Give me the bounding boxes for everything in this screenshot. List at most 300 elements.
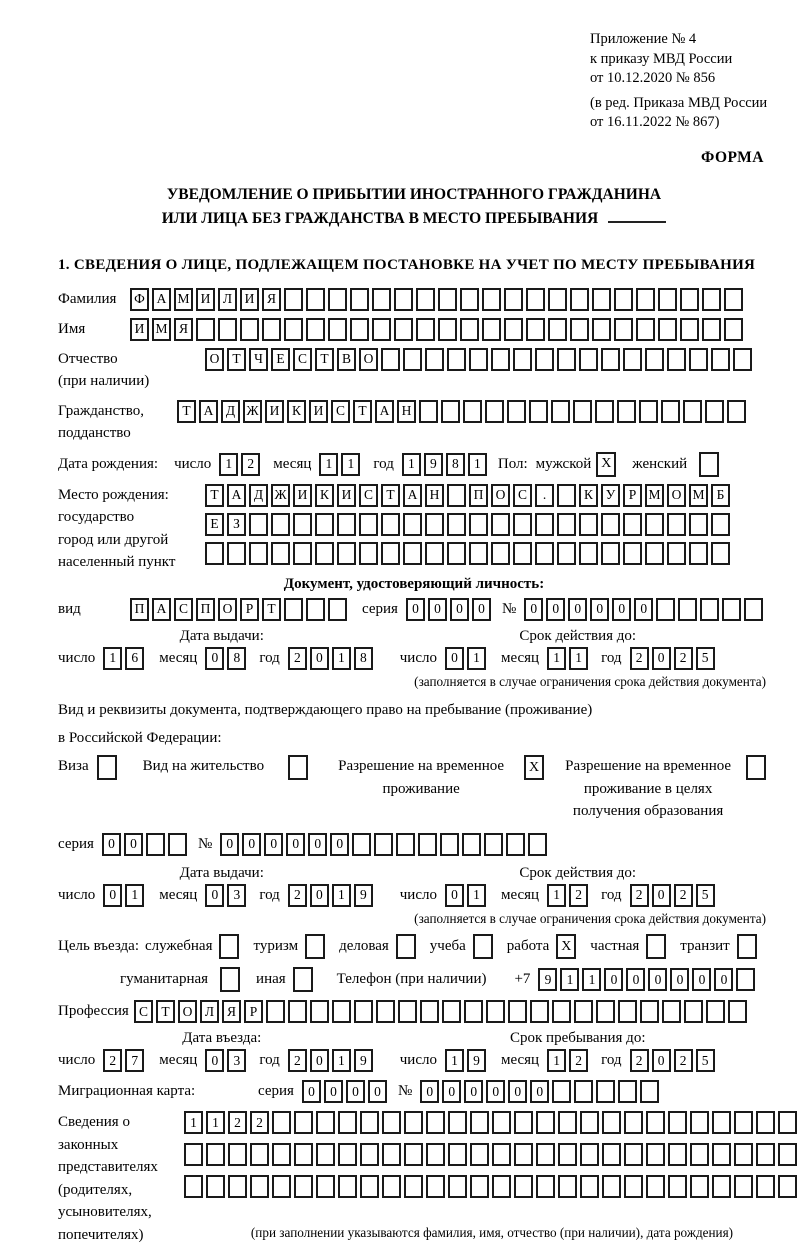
char-cell [662, 1000, 681, 1023]
char-cell: 2 [241, 453, 260, 476]
char-cell [359, 542, 378, 565]
char-cell [462, 833, 481, 856]
char-cell: С [359, 484, 378, 507]
char-cell: 1 [125, 884, 144, 907]
char-cell: 0 [508, 1080, 527, 1103]
char-cell [249, 513, 268, 536]
char-cell: 9 [467, 1049, 486, 1072]
stay-doc-line2: в Российской Федерации: [58, 730, 222, 747]
char-cell [706, 1000, 725, 1023]
char-cell: 2 [630, 884, 649, 907]
purpose-opt-humanitarian-checkbox [220, 967, 240, 992]
char-cell [272, 1111, 291, 1134]
title-line-1: УВЕДОМЛЕНИЕ О ПРИБЫТИИ ИНОСТРАННОГО ГРАЖДАНИНА [166, 185, 662, 203]
annex-block [590, 30, 770, 133]
option-edu-line1: Разрешение на временное [565, 758, 732, 775]
birthdate-row [58, 452, 770, 477]
stay-issue-year-word: год [259, 886, 280, 903]
identity-series-label: серия [362, 600, 398, 617]
char-cell: 1 [467, 884, 486, 907]
char-cell [778, 1111, 797, 1134]
char-cell [294, 1111, 313, 1134]
char-cell: А [152, 288, 171, 311]
char-cell [705, 400, 724, 423]
char-cell: 2 [569, 1049, 588, 1072]
representatives-cells-column [184, 1111, 800, 1242]
char-cell [350, 318, 369, 341]
char-cell [470, 1111, 489, 1134]
char-cell: 0 [205, 884, 224, 907]
char-cell: 5 [696, 647, 715, 670]
char-cell: П [469, 484, 488, 507]
char-cell [486, 1000, 505, 1023]
char-cell [645, 348, 664, 371]
char-cell: 0 [428, 598, 447, 621]
char-cell [438, 318, 457, 341]
char-cell: 0 [464, 1080, 483, 1103]
phone-label: Телефон (при наличии) [336, 971, 487, 988]
char-cell [535, 348, 554, 371]
char-cell: Т [156, 1000, 175, 1023]
char-cell [442, 1000, 461, 1023]
char-cell [536, 1111, 555, 1134]
entry-date-heading: Дата въезда: [182, 1030, 262, 1047]
char-cell [624, 1175, 643, 1198]
char-cell [315, 542, 334, 565]
char-cell [425, 542, 444, 565]
birthdate-label: Дата рождения: [58, 455, 159, 472]
char-cell: Д [249, 484, 268, 507]
purpose-opt-other-label: иная [256, 971, 286, 988]
stay-issue-group [58, 884, 400, 907]
char-cell: 0 [652, 884, 671, 907]
char-cell [403, 348, 422, 371]
stay-doc-line1: Вид и реквизиты документа, подтверждающего право на пребывание (проживание) [58, 701, 593, 718]
char-cell: Д [221, 400, 240, 423]
char-cell [618, 1080, 637, 1103]
option-temp-line1: Разрешение на временное [338, 758, 505, 775]
char-cell: 0 [612, 598, 631, 621]
char-cell: Т [205, 484, 224, 507]
birthplace-cells-row2 [205, 513, 733, 536]
stay-expiry-year-cells [630, 884, 718, 907]
purpose-row-1 [58, 934, 770, 959]
char-cell: И [240, 288, 259, 311]
char-cell [700, 598, 719, 621]
char-cell [529, 400, 548, 423]
purpose-opt-private-checkbox [646, 934, 666, 959]
char-cell: Е [271, 348, 290, 371]
option-edu-line3: получения образования [572, 803, 724, 820]
char-cell [535, 542, 554, 565]
char-cell [469, 542, 488, 565]
option-temp-permit-checkbox: X [524, 755, 544, 780]
char-cell [618, 1000, 637, 1023]
char-cell [602, 1111, 621, 1134]
option-visa [58, 755, 117, 780]
option-edu-permit-checkbox [746, 755, 766, 780]
char-cell [778, 1175, 797, 1198]
char-cell [667, 513, 686, 536]
char-cell [272, 1175, 291, 1198]
char-cell [736, 968, 755, 991]
char-cell: С [331, 400, 350, 423]
issue-month-word: месяц [159, 649, 198, 666]
char-cell [592, 288, 611, 311]
char-cell: И [265, 400, 284, 423]
identity-kind-label: вид [58, 601, 81, 618]
char-cell: 1 [332, 1049, 351, 1072]
representatives-label-line6: попечителях) [58, 1226, 144, 1243]
char-cell: 0 [324, 1080, 343, 1103]
char-cell [337, 513, 356, 536]
firstname-cells [130, 318, 746, 341]
char-cell [382, 1175, 401, 1198]
annex-line-5: от 16.11.2022 № 867) [590, 114, 720, 131]
char-cell [513, 513, 532, 536]
char-cell [667, 542, 686, 565]
char-cell: И [309, 400, 328, 423]
stay-series-cells [102, 833, 190, 856]
char-cell [552, 1080, 571, 1103]
purpose-label: Цель въезда: [58, 938, 139, 955]
char-cell: Т [227, 348, 246, 371]
char-cell [640, 1080, 659, 1103]
entry-date-values [58, 1049, 770, 1072]
char-cell [470, 1175, 489, 1198]
entry-year-word: год [259, 1052, 280, 1069]
purpose-opt-commercial-checkbox [396, 934, 416, 959]
char-cell: 0 [310, 1049, 329, 1072]
profession-row [58, 1000, 770, 1023]
char-cell [624, 1111, 643, 1134]
identity-kind-cells [130, 598, 350, 621]
form-title [58, 183, 770, 231]
char-cell [328, 318, 347, 341]
char-cell [513, 348, 532, 371]
char-cell [601, 513, 620, 536]
char-cell: М [174, 288, 193, 311]
representatives-label-line4: (родителях, [58, 1181, 133, 1198]
char-cell [680, 318, 699, 341]
char-cell [404, 1111, 423, 1134]
char-cell [574, 1080, 593, 1103]
char-cell [460, 318, 479, 341]
surname-row [58, 288, 770, 311]
char-cell [315, 513, 334, 536]
char-cell [744, 598, 763, 621]
char-cell [218, 318, 237, 341]
stay-until-day-word: число [399, 1052, 437, 1069]
char-cell: 1 [467, 647, 486, 670]
char-cell [381, 513, 400, 536]
char-cell [728, 1000, 747, 1023]
purpose-opt-work-label: работа [506, 938, 550, 955]
char-cell: 2 [250, 1111, 269, 1134]
representatives-label-line2: законных [58, 1136, 119, 1153]
option-visa-label: Виза [58, 758, 89, 775]
sex-female-checkbox [699, 452, 719, 477]
migration-number-cells [420, 1080, 662, 1103]
char-cell [558, 1175, 577, 1198]
char-cell: З [227, 513, 246, 536]
identity-expiry-heading: Срок действия до: [519, 627, 637, 644]
char-cell: 2 [103, 1049, 122, 1072]
char-cell [636, 288, 655, 311]
char-cell [196, 318, 215, 341]
char-cell [722, 598, 741, 621]
char-cell [381, 348, 400, 371]
stay-expiry-year-word: год [601, 886, 622, 903]
purpose-opt-study-label: учеба [429, 938, 466, 955]
char-cell: 0 [568, 598, 587, 621]
stay-number-label: № [197, 835, 213, 852]
char-cell [528, 833, 547, 856]
char-cell: Ч [249, 348, 268, 371]
sex-label: Пол: [497, 455, 528, 472]
char-cell: . [535, 484, 554, 507]
char-cell: 2 [288, 884, 307, 907]
char-cell: М [152, 318, 171, 341]
purpose-opt-business-checkbox [219, 934, 239, 959]
char-cell: 8 [227, 647, 246, 670]
char-cell: 2 [288, 1049, 307, 1072]
char-cell [338, 1175, 357, 1198]
char-cell [623, 542, 642, 565]
char-cell: Р [623, 484, 642, 507]
char-cell [535, 513, 554, 536]
char-cell [463, 400, 482, 423]
birthdate-month-cells [319, 453, 363, 476]
char-cell: 1 [332, 884, 351, 907]
citizenship-row [58, 400, 770, 445]
char-cell [441, 400, 460, 423]
char-cell [557, 513, 576, 536]
char-cell [552, 1000, 571, 1023]
char-cell [734, 1111, 753, 1134]
purpose-opt-transit-checkbox [737, 934, 757, 959]
char-cell: 0 [442, 1080, 461, 1103]
char-cell [376, 1000, 395, 1023]
char-cell [536, 1175, 555, 1198]
char-cell [711, 542, 730, 565]
char-cell [266, 1000, 285, 1023]
char-cell: Я [262, 288, 281, 311]
char-cell [396, 833, 415, 856]
stay-issue-heading: Дата выдачи: [179, 864, 264, 881]
char-cell: 0 [420, 1080, 439, 1103]
char-cell: 5 [696, 884, 715, 907]
char-cell: П [196, 598, 215, 621]
stay-expiry-group [400, 884, 718, 907]
char-cell [711, 348, 730, 371]
representatives-cells-row3 [184, 1175, 800, 1198]
char-cell [580, 1111, 599, 1134]
char-cell [271, 542, 290, 565]
char-cell [640, 1000, 659, 1023]
char-cell [492, 1175, 511, 1198]
char-cell: О [205, 348, 224, 371]
entry-day-cells [103, 1049, 147, 1072]
char-cell: 0 [670, 968, 689, 991]
char-cell [350, 288, 369, 311]
option-edu-line2: проживание в целях [583, 780, 713, 797]
char-cell [623, 513, 642, 536]
representatives-label-line3: представителях [58, 1159, 158, 1176]
char-cell [639, 400, 658, 423]
char-cell [733, 348, 752, 371]
purpose-opt-other-checkbox [293, 967, 313, 992]
char-cell [617, 400, 636, 423]
char-cell [557, 348, 576, 371]
issue-year-word: год [259, 649, 280, 666]
char-cell: Р [240, 598, 259, 621]
char-cell [683, 400, 702, 423]
char-cell: А [199, 400, 218, 423]
char-cell: 0 [346, 1080, 365, 1103]
char-cell: Н [397, 400, 416, 423]
char-cell [668, 1175, 687, 1198]
char-cell [579, 513, 598, 536]
char-cell [484, 833, 503, 856]
identity-expiry-group [400, 647, 718, 670]
citizenship-label-line2: подданство [58, 425, 131, 442]
char-cell [614, 288, 633, 311]
entry-date-headings [58, 1030, 770, 1047]
char-cell [558, 1111, 577, 1134]
representatives-label-line1: Сведения о [58, 1114, 130, 1131]
char-cell [690, 1111, 709, 1134]
char-cell: 0 [486, 1080, 505, 1103]
birthplace-label-line1: Место рождения: [58, 486, 169, 503]
identity-doc-heading: Документ, удостоверяющий личность: [283, 575, 545, 592]
char-cell: 0 [445, 884, 464, 907]
char-cell [338, 1111, 357, 1134]
char-cell [623, 348, 642, 371]
identity-expiry-note: (заполняется в случае ограничения срока действия документа) [414, 673, 766, 689]
annex-line-3: от 10.12.2020 № 856 [590, 70, 716, 87]
char-cell: 0 [590, 598, 609, 621]
char-cell: Ж [243, 400, 262, 423]
char-cell [447, 348, 466, 371]
char-cell: К [315, 484, 334, 507]
char-cell [381, 542, 400, 565]
char-cell: 1 [445, 1049, 464, 1072]
char-cell: 2 [569, 884, 588, 907]
char-cell: 2 [288, 647, 307, 670]
char-cell: Т [353, 400, 372, 423]
char-cell [507, 400, 526, 423]
stay-issue-day-word: число [58, 886, 96, 903]
char-cell [360, 1111, 379, 1134]
char-cell [416, 318, 435, 341]
annex-line-1: Приложение № 4 [590, 31, 697, 47]
entry-date-group [58, 1049, 400, 1072]
char-cell [580, 1175, 599, 1198]
char-cell [184, 1175, 203, 1198]
firstname-label: Имя [58, 320, 86, 337]
char-cell [689, 348, 708, 371]
char-cell: 1 [219, 453, 238, 476]
identity-expiry-month-cells [547, 647, 591, 670]
birthdate-year-cells [402, 453, 490, 476]
char-cell [271, 513, 290, 536]
char-cell [661, 400, 680, 423]
char-cell [712, 1175, 731, 1198]
char-cell [548, 318, 567, 341]
identity-date-headings [58, 628, 770, 645]
char-cell [667, 348, 686, 371]
birthplace-label-line3: город или другой [58, 531, 169, 548]
entry-month-word: месяц [159, 1052, 198, 1069]
char-cell [394, 288, 413, 311]
char-cell [658, 318, 677, 341]
char-cell: 2 [674, 647, 693, 670]
char-cell [360, 1175, 379, 1198]
char-cell: О [491, 484, 510, 507]
option-temp-permit [330, 755, 544, 800]
char-cell [573, 400, 592, 423]
char-cell: 9 [538, 968, 557, 991]
char-cell [756, 1111, 775, 1134]
identity-number-label: № [501, 600, 517, 617]
expiry-year-word: год [601, 649, 622, 666]
char-cell [168, 833, 187, 856]
purpose-opt-commercial-label: деловая [339, 938, 389, 955]
annex-line-4: (в ред. Приказа МВД России [590, 94, 768, 111]
char-cell: 0 [472, 598, 491, 621]
representatives-note: (при заполнении указываются фамилия, имя, отчество (при наличии), дата рождения) [250, 1225, 734, 1241]
char-cell [557, 542, 576, 565]
option-edu-permit [560, 755, 766, 823]
char-cell: Б [711, 484, 730, 507]
patronymic-label-line1: Отчество [58, 350, 118, 367]
birthplace-cells-row1 [205, 484, 733, 507]
char-cell [689, 542, 708, 565]
char-cell: Л [218, 288, 237, 311]
birthdate-day-cells [219, 453, 263, 476]
char-cell: А [227, 484, 246, 507]
stay-doc-series-row [58, 833, 770, 856]
birthdate-year-word: год [373, 455, 394, 472]
char-cell: 0 [205, 647, 224, 670]
char-cell: 0 [368, 1080, 387, 1103]
stay-until-day-cells [445, 1049, 489, 1072]
representatives-label-line5: усыновителях, [58, 1204, 152, 1221]
char-cell [645, 542, 664, 565]
birthplace-label [58, 484, 205, 574]
stay-date-values [58, 884, 770, 907]
char-cell: С [293, 348, 312, 371]
char-cell [680, 288, 699, 311]
annex-line-2: к приказу МВД России [590, 50, 733, 67]
migration-number-label: № [397, 1083, 413, 1100]
char-cell [492, 1111, 511, 1134]
char-cell [570, 288, 589, 311]
char-cell [596, 1000, 615, 1023]
char-cell: Р [244, 1000, 263, 1023]
char-cell [359, 513, 378, 536]
char-cell: 9 [354, 884, 373, 907]
purpose-opt-tourism-label: туризм [253, 938, 299, 955]
char-cell [485, 400, 504, 423]
char-cell [711, 513, 730, 536]
char-cell: О [218, 598, 237, 621]
char-cell: И [337, 484, 356, 507]
char-cell: 2 [674, 884, 693, 907]
char-cell [228, 1175, 247, 1198]
char-cell: 3 [227, 1049, 246, 1072]
